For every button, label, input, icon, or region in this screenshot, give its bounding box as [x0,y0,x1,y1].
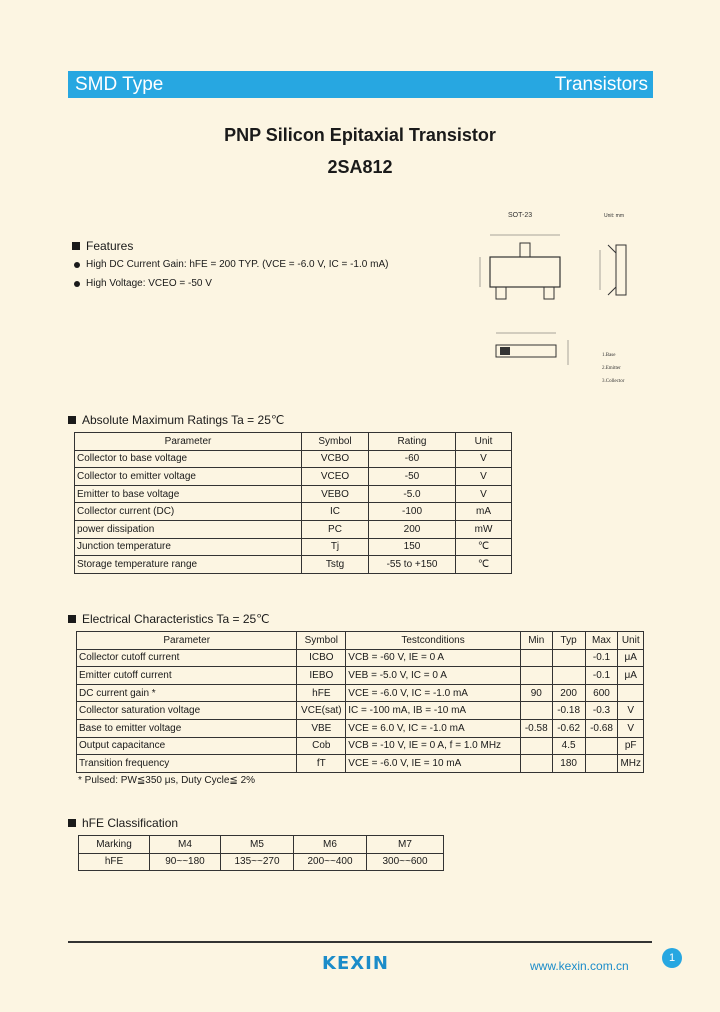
elec-table [76,631,644,773]
table-row: Collector to emitter voltage VCEO -50 V [75,468,512,486]
pin-label: 3.Collector [602,379,625,384]
header-banner [68,71,653,98]
table-row: Emitter to base voltage VEBO -5.0 V [75,485,512,503]
feature-item: High DC Current Gain: hFE = 200 TYP. (VCE = -6.0 V, IC = -1.0 mA) [74,259,388,270]
package-unit: Unit: mm [604,213,624,219]
part-number: 2SA812 [327,157,393,177]
table-row: DC current gain * hFE VCE = -6.0 V, IC = -1.0 mA 90 200 600 [77,684,644,702]
table-header-row: Parameter Symbol Testconditions Min Typ Max Unit [77,632,644,650]
table-row: Transition frequency fT VCE = -6.0 V, IE = 10 mA 180 MHz [77,755,644,773]
hfe-heading: hFE Classification [68,816,178,830]
feature-item: High Voltage: VCEO = -50 V [74,278,212,289]
package-name: SOT-23 [508,212,533,219]
table-header-row: Marking M4 M5 M6 M7 [79,836,444,854]
brand-logo: KEXIN [322,953,389,974]
table-row: power dissipation PC 200 mW [75,520,512,538]
table-row: Collector cutoff current ICBO VCB = -60 V, IE = 0 A -0.1 μA [77,649,644,667]
bullet-dot-icon [74,281,80,287]
table-row: hFE 90~~180 135~~270 200~~400 300~~600 [79,853,444,871]
bullet-square-icon [68,416,76,424]
table-row: Collector to base voltage VCBO -60 V [75,450,512,468]
table-row: Output capacitance Cob VCB = -10 V, IE = 0 A, f = 1.0 MHz 4.5 pF [77,737,644,755]
abs-max-heading: Absolute Maximum Ratings Ta = 25℃ [68,413,284,427]
header-right: Transistors [554,73,648,95]
table-row: Storage temperature range Tstg -55 to +150 ℃ [75,556,512,574]
doc-title: PNP Silicon Epitaxial Transistor [224,125,496,145]
page-number-badge: 1 [662,948,682,968]
bullet-square-icon [68,819,76,827]
footer-divider [68,941,652,943]
bullet-square-icon [72,242,80,250]
bullet-dot-icon [74,262,80,268]
hfe-table [78,835,444,871]
pin-label: 1.Base [602,353,616,358]
bullet-square-icon [68,615,76,623]
abs-max-table [74,432,512,574]
table-row: Collector saturation voltage VCE(sat) IC = -100 mA, IB = -10 mA -0.18 -0.3 V [77,702,644,720]
pin-label: 2.Emitter [602,366,621,371]
website-link[interactable]: www.kexin.com.cn [530,959,629,973]
table-header-row: Parameter Symbol Rating Unit [75,433,512,451]
header-left: SMD Type [75,73,164,95]
table-row: Collector current (DC) IC -100 mA [75,503,512,521]
features-heading: Features [72,239,133,253]
pulsed-note: * Pulsed: PW≦350 μs, Duty Cycle≦ 2% [78,775,256,786]
table-row: Junction temperature Tj 150 ℃ [75,538,512,556]
package-outline-drawing [468,205,648,395]
table-row: Emitter cutoff current IEBO VEB = -5.0 V, IC = 0 A -0.1 μA [77,667,644,685]
elec-heading: Electrical Characteristics Ta = 25℃ [68,612,270,626]
table-row: Base to emitter voltage VBE VCE = 6.0 V, IC = -1.0 mA -0.58 -0.62 -0.68 V [77,719,644,737]
